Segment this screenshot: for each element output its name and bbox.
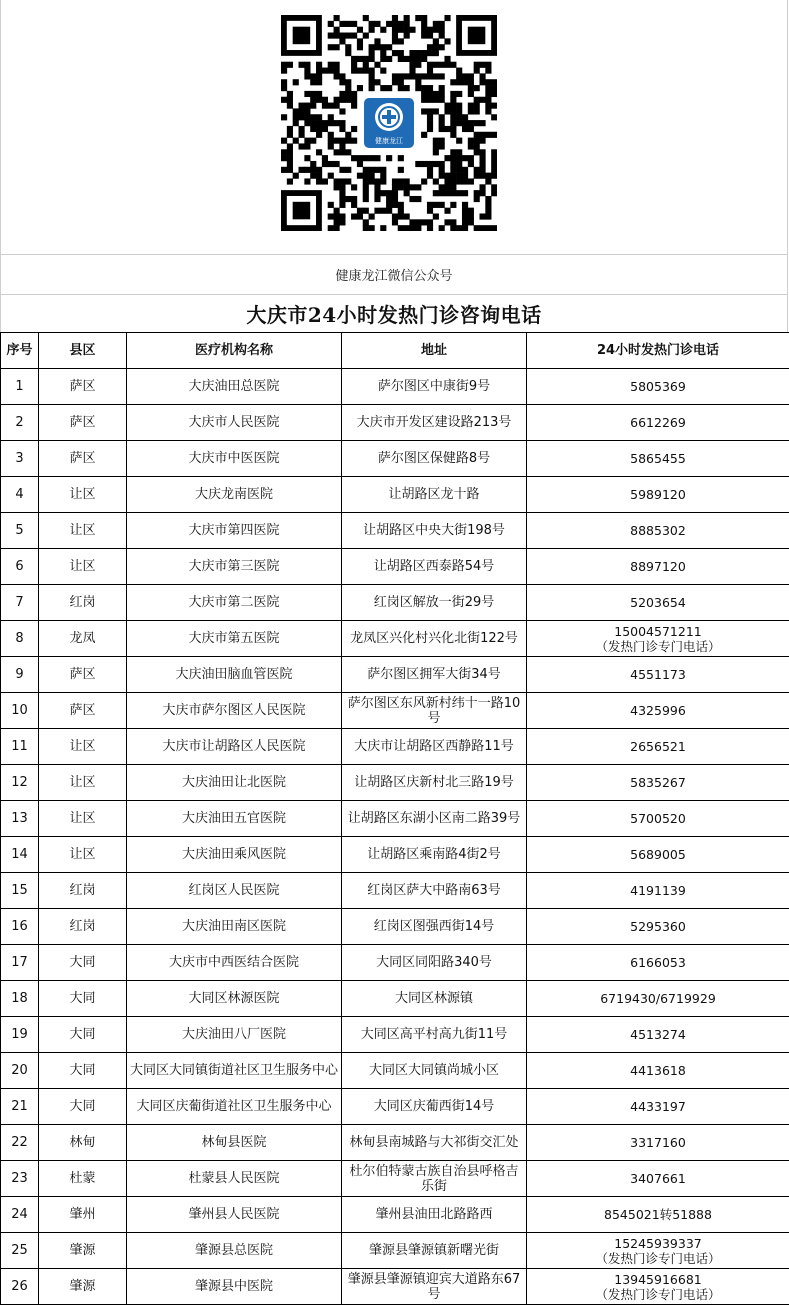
row-phone-cell xyxy=(527,765,789,801)
row-no: 18 xyxy=(1,981,39,1017)
table-row xyxy=(1,1089,789,1125)
row-district: 萨区 xyxy=(39,441,127,477)
table-row xyxy=(1,369,789,405)
row-district: 让区 xyxy=(39,477,127,513)
table-row xyxy=(1,549,789,585)
row-hospital-name: 大庆油田让北医院 xyxy=(127,765,342,801)
row-address: 肇源县肇源镇新曙光街 xyxy=(342,1233,527,1269)
row-district: 肇州 xyxy=(39,1197,127,1233)
row-district: 让区 xyxy=(39,729,127,765)
row-phone-cell xyxy=(527,513,789,549)
row-district: 大同 xyxy=(39,1017,127,1053)
qr-code[interactable] xyxy=(281,15,497,231)
table-row xyxy=(1,1125,789,1161)
row-district: 大同 xyxy=(39,1089,127,1125)
row-phone[interactable]: 5805369 xyxy=(529,379,787,394)
row-phone[interactable]: 3317160 xyxy=(529,1135,787,1150)
row-phone-cell xyxy=(527,1017,789,1053)
row-hospital-name: 大庆油田脑血管医院 xyxy=(127,657,342,693)
row-phone[interactable]: 15245939337 xyxy=(529,1236,787,1251)
row-address: 红岗区图强西街14号 xyxy=(342,909,527,945)
row-district: 杜蒙 xyxy=(39,1161,127,1197)
row-address: 大同区庆葡西街14号 xyxy=(342,1089,527,1125)
table-row xyxy=(1,1161,789,1197)
row-hospital-name: 大同区庆葡街道社区卫生服务中心 xyxy=(127,1089,342,1125)
row-phone-cell xyxy=(527,801,789,837)
table-row xyxy=(1,621,789,657)
table-row xyxy=(1,1269,789,1305)
row-hospital-name: 肇源县总医院 xyxy=(127,1233,342,1269)
row-no: 9 xyxy=(1,657,39,693)
row-hospital-name: 大庆油田总医院 xyxy=(127,369,342,405)
row-hospital-name: 林甸县医院 xyxy=(127,1125,342,1161)
row-district: 红岗 xyxy=(39,909,127,945)
row-address: 林甸县南城路与大祁街交汇处 xyxy=(342,1125,527,1161)
header-district: 县区 xyxy=(39,333,127,369)
row-address: 让胡路区西泰路54号 xyxy=(342,549,527,585)
table-row xyxy=(1,585,789,621)
row-no: 12 xyxy=(1,765,39,801)
row-no: 25 xyxy=(1,1233,39,1269)
row-address: 大庆市开发区建设路213号 xyxy=(342,405,527,441)
row-district: 让区 xyxy=(39,549,127,585)
row-phone[interactable]: 5865455 xyxy=(529,451,787,466)
row-phone[interactable]: 6166053 xyxy=(529,955,787,970)
row-district: 肇源 xyxy=(39,1233,127,1269)
row-hospital-name: 肇州县人民医院 xyxy=(127,1197,342,1233)
row-phone-cell xyxy=(527,981,789,1017)
row-phone-cell xyxy=(527,621,789,657)
row-phone-cell xyxy=(527,729,789,765)
row-phone-cell xyxy=(527,1161,789,1197)
row-phone[interactable]: 2656521 xyxy=(529,739,787,754)
row-phone[interactable]: 5835267 xyxy=(529,775,787,790)
row-no: 2 xyxy=(1,405,39,441)
row-no: 7 xyxy=(1,585,39,621)
hospital-table xyxy=(0,332,789,1305)
row-address: 龙凤区兴化村兴化北街122号 xyxy=(342,621,527,657)
row-no: 11 xyxy=(1,729,39,765)
row-phone[interactable]: 13945916681 xyxy=(529,1272,787,1287)
row-address: 大同区同阳路340号 xyxy=(342,945,527,981)
row-no: 17 xyxy=(1,945,39,981)
row-phone-cell xyxy=(527,549,789,585)
row-district: 龙凤 xyxy=(39,621,127,657)
row-district: 让区 xyxy=(39,765,127,801)
row-district: 肇源 xyxy=(39,1269,127,1305)
row-hospital-name: 大庆龙南医院 xyxy=(127,477,342,513)
row-phone-cell xyxy=(527,477,789,513)
row-district: 林甸 xyxy=(39,1125,127,1161)
row-phone[interactable]: 4551173 xyxy=(529,667,787,682)
logo-text: 健康龙江 xyxy=(375,136,403,145)
row-no: 14 xyxy=(1,837,39,873)
row-district: 萨区 xyxy=(39,369,127,405)
row-phone-cell xyxy=(527,1089,789,1125)
row-address: 杜尔伯特蒙古族自治县呼格吉乐街 xyxy=(342,1161,527,1197)
row-district: 大同 xyxy=(39,1053,127,1089)
row-no: 22 xyxy=(1,1125,39,1161)
row-phone[interactable]: 4433197 xyxy=(529,1099,787,1114)
row-phone[interactable]: 4413618 xyxy=(529,1063,787,1078)
row-hospital-name: 大庆油田南区医院 xyxy=(127,909,342,945)
row-district: 红岗 xyxy=(39,873,127,909)
table-row xyxy=(1,909,789,945)
row-no: 13 xyxy=(1,801,39,837)
row-phone-note: （发热门诊专门电话） xyxy=(529,1287,787,1302)
row-phone-cell xyxy=(527,1125,789,1161)
row-address: 肇州县油田北路路西 xyxy=(342,1197,527,1233)
row-no: 26 xyxy=(1,1269,39,1305)
row-hospital-name: 大庆油田五官医院 xyxy=(127,801,342,837)
row-phone[interactable]: 5989120 xyxy=(529,487,787,502)
table-row xyxy=(1,657,789,693)
row-no: 19 xyxy=(1,1017,39,1053)
table-row xyxy=(1,1053,789,1089)
row-phone-cell xyxy=(527,657,789,693)
row-phone-cell xyxy=(527,441,789,477)
row-phone-cell xyxy=(527,369,789,405)
row-district: 大同 xyxy=(39,945,127,981)
row-address: 让胡路区东湖小区南二路39号 xyxy=(342,801,527,837)
row-phone-note: （发热门诊专门电话） xyxy=(529,639,787,654)
qr-code-area xyxy=(0,0,788,254)
row-hospital-name: 红岗区人民医院 xyxy=(127,873,342,909)
page-title: 大庆市24小时发热门诊咨询电话 xyxy=(0,295,788,332)
row-address: 萨尔图区保健路8号 xyxy=(342,441,527,477)
row-phone-cell xyxy=(527,1233,789,1269)
row-hospital-name: 大庆市第三医院 xyxy=(127,549,342,585)
row-phone-cell xyxy=(527,837,789,873)
row-no: 3 xyxy=(1,441,39,477)
row-no: 24 xyxy=(1,1197,39,1233)
row-phone[interactable]: 5689005 xyxy=(529,847,787,862)
row-hospital-name: 大庆市第五医院 xyxy=(127,621,342,657)
header-hospital-name: 医疗机构名称 xyxy=(127,333,342,369)
row-district: 大同 xyxy=(39,981,127,1017)
row-no: 10 xyxy=(1,693,39,729)
row-no: 16 xyxy=(1,909,39,945)
row-address: 萨尔图区拥军大街34号 xyxy=(342,657,527,693)
row-no: 8 xyxy=(1,621,39,657)
row-address: 让胡路区中央大街198号 xyxy=(342,513,527,549)
row-hospital-name: 大庆市萨尔图区人民医院 xyxy=(127,693,342,729)
header-phone: 24小时发热门诊电话 xyxy=(527,333,789,369)
row-phone-cell xyxy=(527,585,789,621)
row-phone-note: （发热门诊专门电话） xyxy=(529,1251,787,1266)
row-no: 5 xyxy=(1,513,39,549)
table-row xyxy=(1,765,789,801)
row-no: 6 xyxy=(1,549,39,585)
row-no: 15 xyxy=(1,873,39,909)
row-hospital-name: 大庆油田乘风医院 xyxy=(127,837,342,873)
table-row xyxy=(1,981,789,1017)
row-no: 20 xyxy=(1,1053,39,1089)
row-phone-cell xyxy=(527,909,789,945)
row-address: 萨尔图区东风新村纬十一路10号 xyxy=(342,693,527,729)
row-no: 21 xyxy=(1,1089,39,1125)
row-hospital-name: 大庆市第二医院 xyxy=(127,585,342,621)
row-phone[interactable]: 8885302 xyxy=(529,523,787,538)
row-phone-cell xyxy=(527,693,789,729)
row-address: 大同区高平村高九街11号 xyxy=(342,1017,527,1053)
row-phone-cell xyxy=(527,945,789,981)
row-district: 让区 xyxy=(39,801,127,837)
row-address: 让胡路区乘南路4街2号 xyxy=(342,837,527,873)
row-hospital-name: 大同区大同镇街道社区卫生服务中心 xyxy=(127,1053,342,1089)
row-hospital-name: 杜蒙县人民医院 xyxy=(127,1161,342,1197)
health-logo-icon xyxy=(361,95,417,151)
row-hospital-name: 大庆市中西医结合医院 xyxy=(127,945,342,981)
row-no: 23 xyxy=(1,1161,39,1197)
row-phone[interactable]: 6612269 xyxy=(529,415,787,430)
row-phone-cell xyxy=(527,405,789,441)
row-district: 红岗 xyxy=(39,585,127,621)
row-address: 大庆市让胡路区西静路11号 xyxy=(342,729,527,765)
row-district: 萨区 xyxy=(39,405,127,441)
row-hospital-name: 肇源县中医院 xyxy=(127,1269,342,1305)
row-phone-cell xyxy=(527,873,789,909)
table-row xyxy=(1,1233,789,1269)
row-phone-cell xyxy=(527,1053,789,1089)
row-phone[interactable]: 6719430/6719929 xyxy=(529,991,787,1006)
table-row xyxy=(1,441,789,477)
row-address: 让胡路区龙十路 xyxy=(342,477,527,513)
row-district: 让区 xyxy=(39,837,127,873)
table-row xyxy=(1,405,789,441)
row-address: 萨尔图区中康街9号 xyxy=(342,369,527,405)
row-hospital-name: 大同区林源医院 xyxy=(127,981,342,1017)
row-hospital-name: 大庆油田八厂医院 xyxy=(127,1017,342,1053)
qr-caption: 健康龙江微信公众号 xyxy=(0,254,788,295)
row-phone-cell xyxy=(527,1197,789,1233)
row-hospital-name: 大庆市让胡路区人民医院 xyxy=(127,729,342,765)
row-address: 红岗区解放一街29号 xyxy=(342,585,527,621)
row-address: 大同区林源镇 xyxy=(342,981,527,1017)
row-phone[interactable]: 4513274 xyxy=(529,1027,787,1042)
table-row xyxy=(1,837,789,873)
row-district: 萨区 xyxy=(39,657,127,693)
row-address: 让胡路区庆新村北三路19号 xyxy=(342,765,527,801)
row-no: 1 xyxy=(1,369,39,405)
row-phone[interactable]: 5203654 xyxy=(529,595,787,610)
table-row xyxy=(1,513,789,549)
row-phone[interactable]: 5295360 xyxy=(529,919,787,934)
row-phone[interactable]: 8545021转51888 xyxy=(529,1207,787,1222)
row-phone[interactable]: 4325996 xyxy=(529,703,787,718)
table-row xyxy=(1,801,789,837)
table-row xyxy=(1,477,789,513)
row-no: 4 xyxy=(1,477,39,513)
row-phone[interactable]: 8897120 xyxy=(529,559,787,574)
row-district: 萨区 xyxy=(39,693,127,729)
row-phone[interactable]: 3407661 xyxy=(529,1171,787,1186)
row-phone-cell xyxy=(527,1269,789,1305)
table-row xyxy=(1,1017,789,1053)
table-header-row xyxy=(1,333,789,369)
row-phone[interactable]: 5700520 xyxy=(529,811,787,826)
header-address: 地址 xyxy=(342,333,527,369)
table-row xyxy=(1,873,789,909)
row-hospital-name: 大庆市中医医院 xyxy=(127,441,342,477)
row-hospital-name: 大庆市第四医院 xyxy=(127,513,342,549)
row-address: 红岗区萨大中路南63号 xyxy=(342,873,527,909)
header-no: 序号 xyxy=(1,333,39,369)
table-row xyxy=(1,693,789,729)
row-district: 让区 xyxy=(39,513,127,549)
table-row xyxy=(1,1197,789,1233)
row-phone[interactable]: 15004571211 xyxy=(529,624,787,639)
row-hospital-name: 大庆市人民医院 xyxy=(127,405,342,441)
row-address: 肇源县肇源镇迎宾大道路东67号 xyxy=(342,1269,527,1305)
table-row xyxy=(1,729,789,765)
row-phone[interactable]: 4191139 xyxy=(529,883,787,898)
row-address: 大同区大同镇尚城小区 xyxy=(342,1053,527,1089)
table-row xyxy=(1,945,789,981)
